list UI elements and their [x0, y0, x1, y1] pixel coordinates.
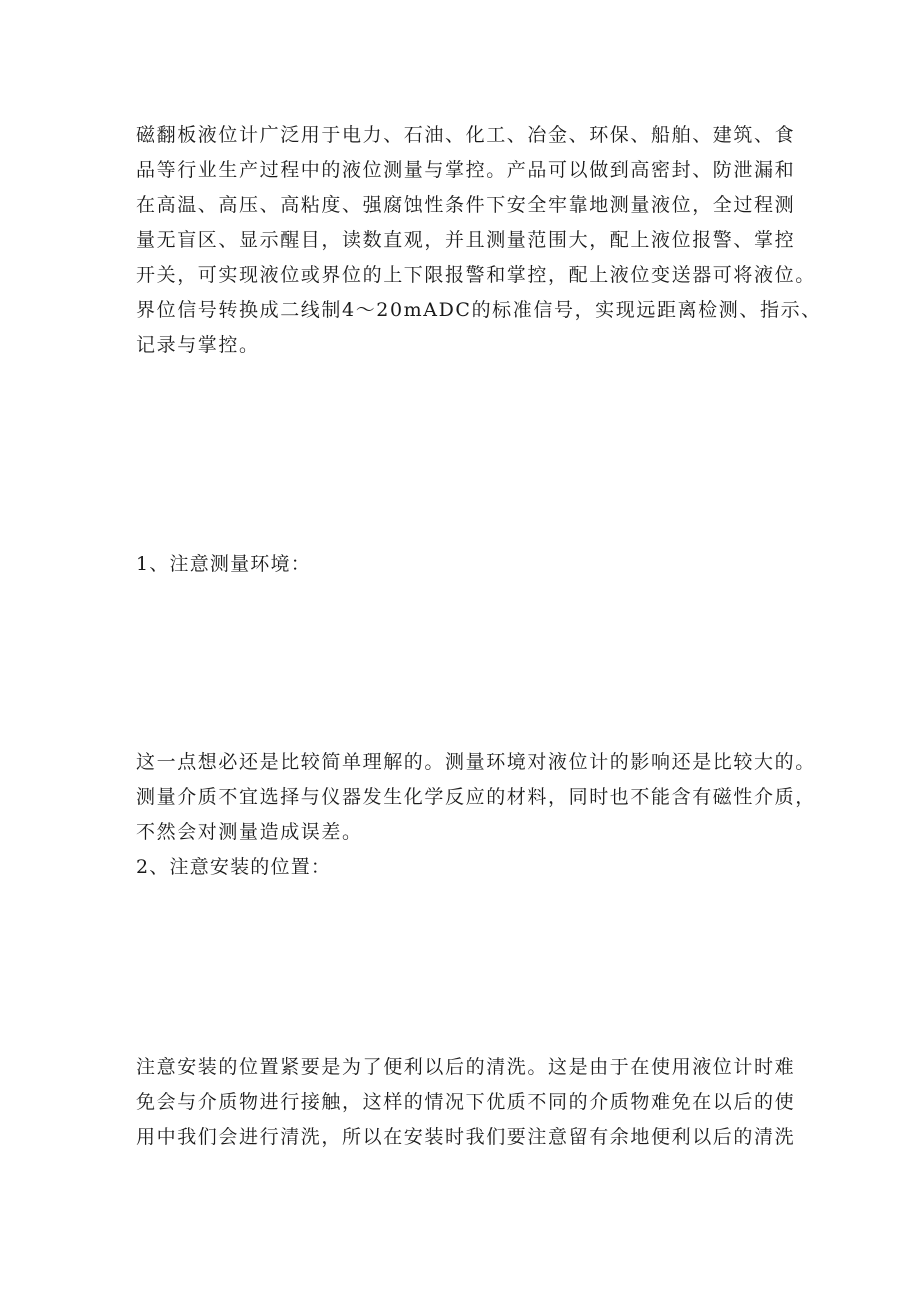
intro-line: 品等行业生产过程中的液位测量与掌控。产品可以做到高密封、防泄漏和 — [136, 159, 796, 181]
section2-line: 免会与介质物进行接触，这样的情况下优质不同的介质物难免在以后的使 — [136, 1091, 796, 1113]
intro-line: 量无盲区、显示醒目，读数直观，并且测量范围大，配上液位报警、掌控 — [136, 229, 796, 251]
intro-line: 在高温、高压、高粘度、强腐蚀性条件下安全牢靠地测量液位，全过程测 — [136, 194, 796, 216]
section1-line: 这一点想必还是比较简单理解的。测量环境对液位计的影响还是比较大的。 — [136, 751, 816, 773]
section1-line: 测量介质不宜选择与仪器发生化学反应的材料，同时也不能含有磁性介质， — [136, 786, 816, 808]
section1-heading: 1、注意测量环境： — [136, 553, 311, 575]
section2-heading: 2、注意安装的位置： — [136, 856, 332, 878]
section1-line: 不然会对测量造成误差。 — [136, 821, 363, 843]
intro-line: 界位信号转换成二线制4～20mADC的标准信号，实现远距离检测、指示、 — [136, 299, 822, 321]
intro-line: 记录与掌控。 — [136, 334, 260, 356]
section2-line: 注意安装的位置紧要是为了便利以后的清洗。这是由于在使用液位计时难 — [136, 1056, 796, 1078]
intro-line: 开关，可实现液位或界位的上下限报警和掌控，配上液位变送器可将液位。 — [136, 264, 816, 286]
section2-line: 用中我们会进行清洗，所以在安装时我们要注意留有余地便利以后的清洗 — [136, 1126, 796, 1148]
intro-line: 磁翻板液位计广泛用于电力、石油、化工、冶金、环保、船舶、建筑、食 — [136, 124, 796, 146]
